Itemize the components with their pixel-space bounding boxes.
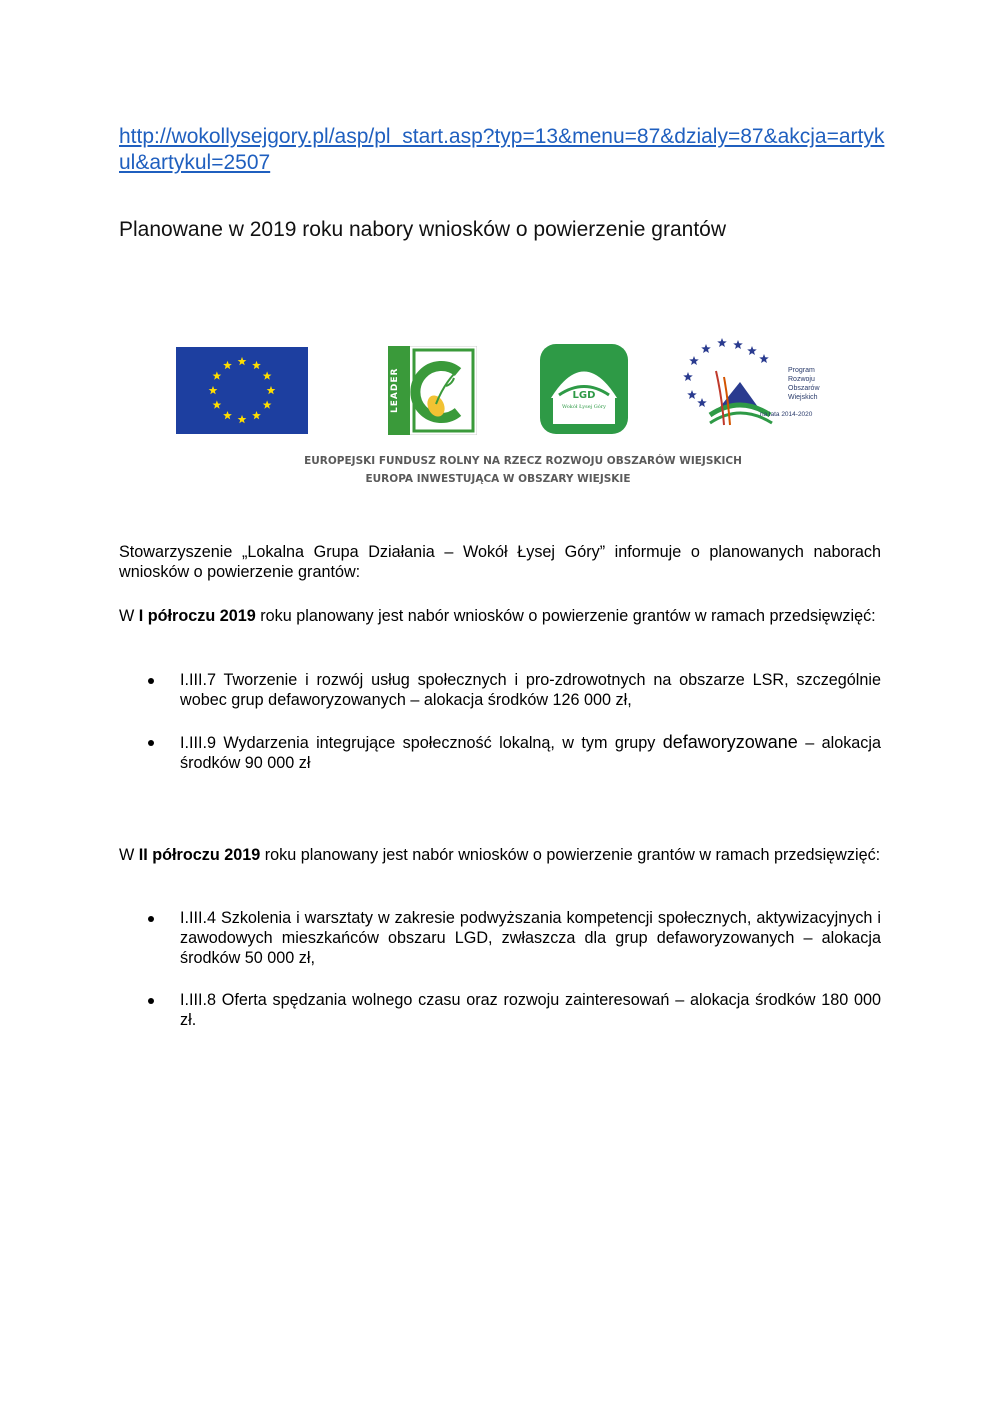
- prow-line-4: Wiejskich: [788, 394, 818, 401]
- bullet-icon: [148, 998, 154, 1004]
- page-title: Planowane w 2019 roku nabory wniosków o powierzenie grantów: [119, 218, 727, 241]
- star-icon: [759, 354, 769, 363]
- star-icon: [733, 340, 743, 349]
- prow-line-2: Rozwoju: [788, 376, 815, 383]
- section2-suffix: roku planowany jest nabór wniosków o powierzenie grantów w ramach przedsięwzięć:: [260, 846, 881, 864]
- section1-prefix: W: [119, 607, 139, 625]
- section2-period: II półroczu 2019: [138, 846, 261, 864]
- intro-paragraph: Stowarzyszenie „Lokalna Grupa Działania – Wokół Łysej Góry” informuje o planowanych naborach wniosków o powierzenie grantów:: [119, 543, 881, 581]
- prow-line-1: Program: [788, 367, 815, 374]
- section2-intro: [119, 845, 881, 865]
- section1-list: [119, 670, 881, 773]
- logo-strip: [0, 0, 1000, 520]
- list-item: [119, 990, 881, 1030]
- leader-vertical-label: LEADER: [390, 367, 400, 413]
- star-icon: [683, 372, 693, 381]
- bullet-icon: [148, 740, 154, 746]
- star-icon: [687, 390, 697, 399]
- eu-flag-logo: [176, 347, 308, 434]
- fund-caption-1: EUROPEJSKI FUNDUSZ ROLNY NA RZECZ ROZWOJU OBSZARÓW WIEJSKICH: [304, 455, 742, 467]
- list-item-text: I.III.4 Szkolenia i warsztaty w zakresie podwyższania kompetencji społecznych, aktywizacyjnych i zawodowych mieszkańców obszaru LGD, zwłaszcza dla grup defaworyzowanych – alokacja środków 50 000 zł,: [180, 909, 881, 967]
- section2-prefix: W: [119, 846, 139, 864]
- lgd-label: LGD: [572, 390, 596, 401]
- list-item-tail: – alokacja środków 90 000 zł: [180, 734, 881, 772]
- list-item-text: I.III.7 Tworzenie i rozwój usług społecznych i pro-zdrowotnych na obszarze LSR, szczególnie wobec grup defaworyzowanych – alokacja środków 126 000 zł,: [180, 671, 881, 709]
- star-icon: [697, 398, 707, 407]
- lgd-sublabel: Wokół Łysej Góry: [561, 404, 607, 410]
- list-item: [119, 670, 881, 710]
- section1-suffix: roku planowany jest nabór wniosków o powierzenie grantów w ramach przedsięwzięć:: [255, 607, 876, 625]
- prow-program-text: [788, 366, 820, 402]
- star-icon: [717, 338, 727, 347]
- list-item-text: I.III.9 Wydarzenia integrujące społeczność lokalną, w tym grupy: [180, 734, 656, 752]
- prow-line-3: Obszarów: [788, 385, 820, 392]
- lgd-logo: [539, 343, 629, 435]
- bullet-icon: [148, 678, 154, 684]
- source-link[interactable]: http://wokollysejgory.pl/asp/pl_start.asp?typ=13&menu=87&dzialy=87&akcja=artykul&artykul=2507: [119, 125, 885, 174]
- section2-list: [119, 908, 881, 1030]
- list-item-emphasis: defaworyzowane: [662, 732, 798, 752]
- prow-years: na lata 2014-2020: [760, 411, 813, 418]
- list-item: [119, 908, 881, 968]
- section1-intro: [119, 606, 881, 626]
- star-icon: [747, 346, 757, 355]
- list-item: [119, 732, 881, 773]
- list-item-text: I.III.8 Oferta spędzania wolnego czasu oraz rozwoju zainteresowań – alokacja środków 180 000 zł.: [180, 991, 881, 1029]
- bullet-icon: [148, 916, 154, 922]
- section1-period: I półroczu 2019: [138, 607, 256, 625]
- star-icon: [701, 344, 711, 353]
- fund-caption-2: EUROPA INWESTUJĄCA W OBSZARY WIEJSKIE: [365, 473, 631, 485]
- star-icon: [689, 356, 699, 365]
